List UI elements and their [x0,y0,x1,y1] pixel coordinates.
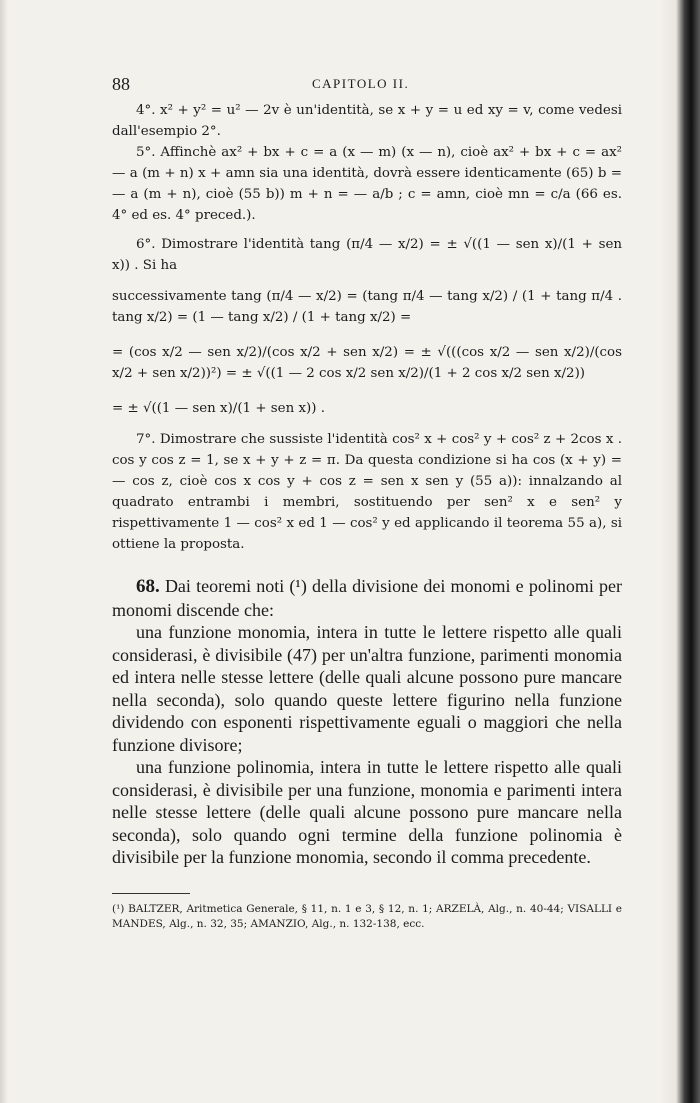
example-6-line-3: = ± √((1 — sen x)/(1 + sen x)) . [112,401,325,416]
running-title: CAPITOLO II. [312,76,410,91]
page-number: 88 [112,74,130,94]
example-5: 5°. Affinchè ax² + bx + c = a (x — m) (x — n), cioè ax² + bx + c = ax² — a (m + n) x + amn sia una identità, dovrà essere identicamente (65) b = — a (m + n), cioè (55 b)) m + n = — a/b ; c = amn, cioè mn = c/a (66 es. 4° ed es. 4° preced.). [112,145,622,223]
section-paragraph-2: una funzione monomia, intera in tutte le lettere rispetto alle quali considerasi, è divisibile (47) per un'altra funzione, parimenti monomia ed intera nelle stesse lettere (delle quali alcune possono pure mancare nella seconda), solo quando queste lettere figurino nella funzione dividendo con esponenti rispettivamente eguali o maggiori che nella funzione divisore; [112,622,622,755]
section-68 [112,575,622,869]
scan-left-edge [0,0,8,1103]
section-number: 68. [136,576,160,597]
section-paragraph-3: una funzione polinomia, intera in tutte le lettere rispetto alle quali considerasi, è divisibile per una funzione, monomia e parimenti intera nelle stesse lettere (delle quali alcune possono pure mancare nella seconda), solo quando ogni termine della funzione polinomia è divisibile per la funzione monomia, secondo il comma precedente. [112,757,622,867]
example-6-line-1: successivamente tang (π/4 — x/2) = (tang π/4 — tang x/2) / (1 + tang π/4 . tang x/2) = (1 — tang x/2) / (1 + tang x/2) = [112,289,622,325]
page-header [112,70,622,100]
example-4: 4°. x² + y² = u² — 2v è un'identità, se x + y = u ed xy = v, come vedesi dall'esempio 2°. [112,103,622,139]
section-paragraph-1: Dai teoremi noti (¹) della divisione dei monomi e polinomi per monomi discende che: [112,576,622,620]
footnote: (¹) BALTZER, Aritmetica Generale, § 11, n. 1 e 3, § 12, n. 1; ARZELÀ, Alg., n. 40-44; VISALLI e MANDES, Alg., n. 32, 35; AMANZIO, Alg., n. 132-138, ecc. [112,902,622,930]
example-6-intro: 6°. Dimostrare l'identità tang (π/4 — x/2) = ± √((1 — sen x)/(1 + sen x)) . Si ha [112,237,622,273]
book-page [112,70,622,932]
example-7: 7°. Dimostrare che sussiste l'identità cos² x + cos² y + cos² z + 2cos x . cos y cos z = 1, se x + y + z = π. Da questa condizione si ha cos (x + y) = — cos z, cioè cos x cos y + cos z = sen x sen y (55 a)): innalzando al quadrato entrambi i membri, sostituendo per sen² x e sen² y rispettivamente 1 — cos² x ed 1 — cos² y ed applicando il teorema 55 a), si ottiene la proposta. [112,432,622,552]
example-6-line-2: = (cos x/2 — sen x/2)/(cos x/2 + sen x/2) = ± √(((cos x/2 — sen x/2)/(cos x/2 + sen x/2))²) = ± √((1 — 2 cos x/2 sen x/2)/(1 + 2 cos x/2 sen x/2)) [112,345,622,381]
footnote-rule [112,893,190,894]
book-binding-shadow [660,0,700,1103]
section-68-intro [112,575,622,621]
examples-block [112,100,622,555]
